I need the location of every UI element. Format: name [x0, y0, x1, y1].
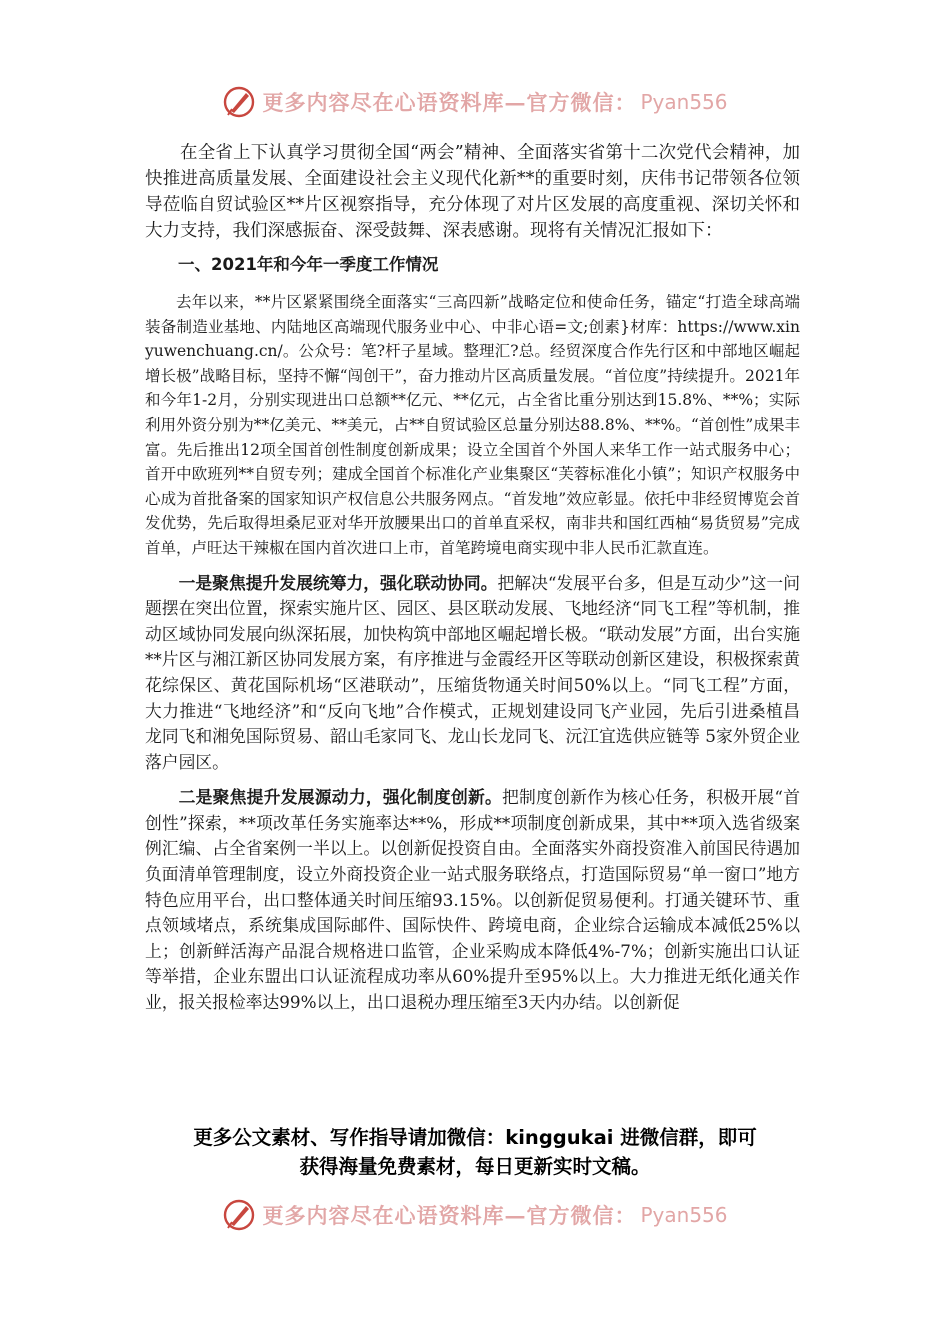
banner-brand-text: 更多内容尽在心语资料库—官方微信： [262, 90, 637, 115]
promo-notice [145, 1123, 805, 1181]
footer-brand-text: 更多内容尽在心语资料库—官方微信： [262, 1203, 637, 1228]
section-two-lead: 二是聚焦提升发展源动力，强化制度创新。 [178, 787, 503, 808]
header-banner [0, 82, 950, 122]
promo-line-1: 更多公文素材、写作指导请加微信：kinggukai 进微信群，即可 [193, 1126, 757, 1149]
quill-pen-icon [222, 1198, 256, 1232]
section-one-lead: 一是聚焦提升发展统筹力，强化联动协同。 [178, 572, 498, 593]
section-two-body: 把制度创新作为核心任务，积极开展“首创性”探索，**项改革任务实施率达**%，形成**项制度创新成果，其中**项入选省级案例汇编、占全省案例一半以上。以创新促投资自由。全面落实外商投资准入前国民待遇加负面清单管理制度，设立外商投资企业一站式服务联络点，打造国际贸易“单一窗口”地方特色应用平台，出口整体通关时间压缩93.15%。以创新促贸易便利。打通关键环节、重点领域堵点，系统集成国际邮件、国际快件、跨境电商，企业综合运输成本减低25%以上；创新鲜活海产品混合规格进口监管，企业采购成本降低4%-7%；创新实施出口认证等举措，企业东盟出口认证流程成功率从60%提升至95%以上。大力推进无纸化通关作业，报关报检率达99%以上，出口退税办理压缩至3天内办结。以创新促 [145, 787, 800, 1013]
promo-line-2: 获得海量免费素材，每日更新实时文稿。 [299, 1155, 651, 1178]
overview-paragraph: 去年以来，**片区紧紧围绕全面落实“三高四新”战略定位和使命任务，锚定“打造全球高端装备制造业基地、内陆地区高端现代服务业中心、中非心语=文;创素}材库：https://www.xinyuwenchuang.cn/。公众号：笔?杆子星域。整理汇?总。经贸深度合作先行区和中部地区崛起增长极”战略目标，坚持不懈“闯创干”，奋力推动片区高质量发展。“首位度”持续提升。2021年和今年1-2月，分别实现进出口总额**亿元、**亿元，占全省比重分别达到15.8%、**%；实际利用外资分别为**亿美元、**美元，占**自贸试验区总量分别达88.8%、**%。“首创性”成果丰富。先后推出12项全国首创性制度创新成果；设立全国首个外国人来华工作一站式服务中心；首开中欧班列**自贸专列；建成全国首个标准化产业集聚区“芙蓉标准化小镇”；知识产权服务中心成为首批备案的国家知识产权信息公共服务网点。“首发地”效应彰显。依托中非经贸博览会首发优势，先后取得坦桑尼亚对华开放腰果出口的首单直采权，南非共和国红西柚“易货贸易”完成首单，卢旺达干辣椒在国内首次进口上市，首笔跨境电商实现中非人民币汇款直连。 [145, 293, 800, 557]
quill-pen-icon [222, 85, 256, 119]
section-two-paragraph [145, 785, 800, 1015]
banner-wechat-id: Pyan556 [640, 90, 728, 114]
section-one-paragraph [145, 571, 800, 776]
document-body [145, 140, 800, 1021]
footer-banner [0, 1195, 950, 1235]
footer-wechat-id: Pyan556 [640, 1203, 728, 1227]
section-heading: 一、2021年和今年一季度工作情况 [178, 255, 439, 274]
section-one-body: 把解决“发展平台多，但是互动少”这一问题摆在突出位置，探索实施片区、园区、县区联动发展、飞地经济“同飞工程”等机制，推动区域协同发展向纵深拓展，加快构筑中部地区崛起增长极。“联动发展”方面，出台实施**片区与湘江新区协同发展方案，有序推进与金霞经开区等联动创新区建设，积极探索黄花综保区、黄花国际机场“区港联动”，压缩货物通关时间50%以上。“同飞工程”方面，大力推进“飞地经济”和“反向飞地”合作模式，正规划建设同飞产业园，先后引进桑植昌龙同飞和湘免国际贸易、韶山毛家同飞、龙山长龙同飞、沅江宜选供应链等 5家外贸企业落户园区。 [145, 572, 800, 772]
intro-paragraph: 在全省上下认真学习贯彻全国“两会”精神、全面落实省第十二次党代会精神，加快推进高质量发展、全面建设社会主义现代化新**的重要时刻，庆伟书记带领各位领导莅临自贸试验区**片区视察指导，充分体现了对片区发展的高度重视、深切关怀和大力支持，我们深感振奋、深受鼓舞、深表感谢。现将有关情况汇报如下： [145, 143, 800, 241]
